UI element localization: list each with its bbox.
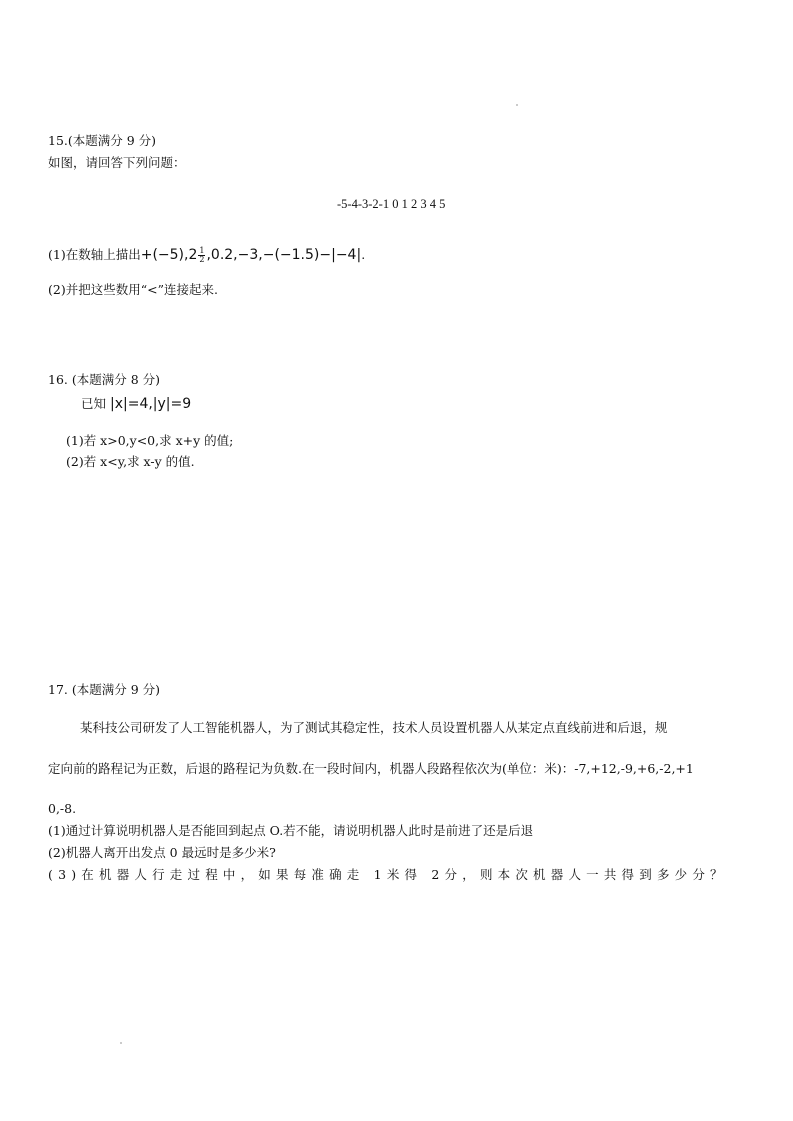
q17-part2: (2)机器人离开出发点 0 最远时是多少米? (48, 845, 276, 860)
fraction-numerator: 1 (199, 246, 205, 255)
q15-part1 (48, 247, 365, 264)
q15-header: 15.(本题满分 9 分) (48, 133, 157, 148)
fraction-one-half (198, 247, 205, 264)
q15-part1-prefix: (1)在数轴上描出 (48, 247, 141, 262)
number-line-labels: -5-4-3-2-1 0 1 2 3 4 5 (337, 197, 446, 211)
q17-part3: (3)在机器人行走过程中，如果每准确走 1米得 2分，则本次机器人一共得到多少分？ (48, 867, 728, 882)
q17-paragraph-line1: 某科技公司研发了人工智能机器人，为了测试其稳定性，技术人员设置机器人从某定点直线前进和后退，规 (80, 720, 668, 735)
q16-header: 16. (本题满分 8 分) (48, 372, 161, 387)
q15-intro: 如图，请回答下列问题： (48, 155, 186, 170)
q16-given-prefix: 已知 (81, 396, 107, 411)
q17-header: 17. (本题满分 9 分) (48, 682, 161, 697)
q16-part1: (1)若 x>0,y<0,求 x+y 的值; (66, 433, 234, 448)
q16-part2: (2)若 x<y,求 x-y 的值. (66, 454, 195, 469)
scan-speck (516, 104, 518, 106)
q17-part1: (1)通过计算说明机器人是否能回到起点 O.若不能，请说明机器人此时是前进了还是后退 (48, 823, 534, 838)
q15-part1-math-b: ,0.2,−3,−(−1.5)−|−4| (206, 247, 362, 263)
q15-part2: (2)并把这些数用“<”连接起来. (48, 282, 218, 297)
q15-part1-math-a: +(−5),2 (140, 247, 198, 263)
q15-part1-suffix: . (361, 247, 366, 262)
q16-given (81, 396, 191, 412)
q16-given-math: |x|=4,|y|=9 (110, 396, 192, 412)
q17-paragraph-line2: 定向前的路程记为正数，后退的路程记为负数.在一段时间内，机器人段路程依次为(单位：米)：-7,+12,-9,+6,-2,+1 (48, 761, 694, 776)
q17-paragraph-line3: 0,-8. (48, 801, 77, 816)
scan-speck (120, 1042, 122, 1044)
fraction-denominator: 2 (199, 255, 205, 264)
